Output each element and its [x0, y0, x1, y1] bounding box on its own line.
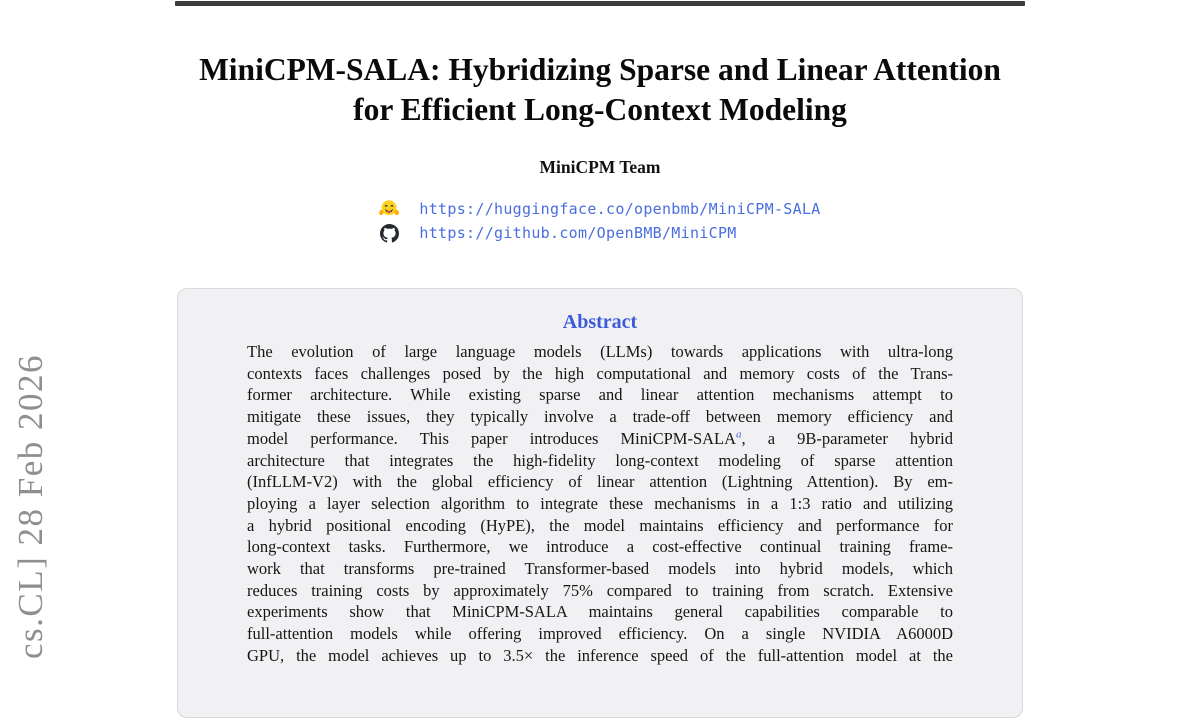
paper-title-line-2: for Efficient Long-Context Modeling [353, 92, 847, 127]
abstract-line: contexts faces challenges posed by the high computational and memory costs of the Trans- [247, 363, 953, 383]
links-block [379, 199, 820, 243]
abstract-line: full-attention models while offering improved efficiency. On a single NVIDIA A6000D [247, 624, 953, 644]
abstract-line: model performance. This paper introduces MiniCPM-SALA$^a$, a 9B-parameter hybrid [247, 428, 953, 448]
paper-page [175, 1, 1025, 718]
abstract-line: mitigate these issues, they typically involve a trade-off between memory efficiency and [247, 407, 953, 427]
abstract-line: former architecture. While existing sparse and linear attention mechanisms attempt to [247, 385, 953, 405]
abstract-line: The evolution of large language models (LLMs) towards applications with ultra-long [247, 342, 953, 361]
abstract-line: reduces training costs by approximately 75% compared to training from scratch. Extensive [247, 580, 953, 600]
abstract-body [247, 341, 953, 667]
arxiv-watermark: cs.CL] 28 Feb 2026 [11, 353, 50, 659]
link-row-github [379, 223, 820, 243]
author-name: MiniCPM Team [539, 157, 661, 177]
abstract-line: experiments show that MiniCPM-SALA maintains general capabilities comparable to [247, 602, 953, 622]
abstract-heading: Abstract [562, 311, 638, 333]
abstract-line: architecture that integrates the high-fidelity long-context modeling of sparse attention [247, 450, 953, 470]
abstract-line: a hybrid positional encoding (HyPE), the model maintains efficiency and performance for [247, 515, 953, 535]
abstract-line: long-context tasks. Furthermore, we introduce a cost-effective continual training frame- [247, 537, 953, 557]
paper-title-line-1: MiniCPM-SALA: Hybridizing Sparse and Linear Attention [199, 52, 1001, 87]
huggingface-icon [379, 199, 399, 219]
abstract-line: work that transforms pre-trained Transformer-based models into hybrid models, which [247, 559, 953, 579]
abstract-line: (InfLLM-V2) with the global efficiency of linear attention (Lightning Attention). By em- [247, 472, 953, 492]
paper-title [175, 50, 1025, 130]
page-top-border [175, 1, 1025, 6]
abstract-box [177, 288, 1023, 718]
abstract-line: GPU, the model achieves up to 3.5× the inference speed of the full-attention model at the [247, 645, 953, 665]
huggingface-link[interactable]: https://huggingface.co/openbmb/MiniCPM-SALA [419, 200, 821, 218]
github-link[interactable]: https://github.com/OpenBMB/MiniCPM [419, 224, 737, 242]
link-row-huggingface [379, 199, 820, 219]
abstract-line: ploying a layer selection algorithm to integrate these mechanisms in a 1:3 ratio and utilizing [247, 493, 953, 513]
footnote-marker[interactable]: a [736, 428, 742, 441]
github-icon [379, 223, 399, 243]
